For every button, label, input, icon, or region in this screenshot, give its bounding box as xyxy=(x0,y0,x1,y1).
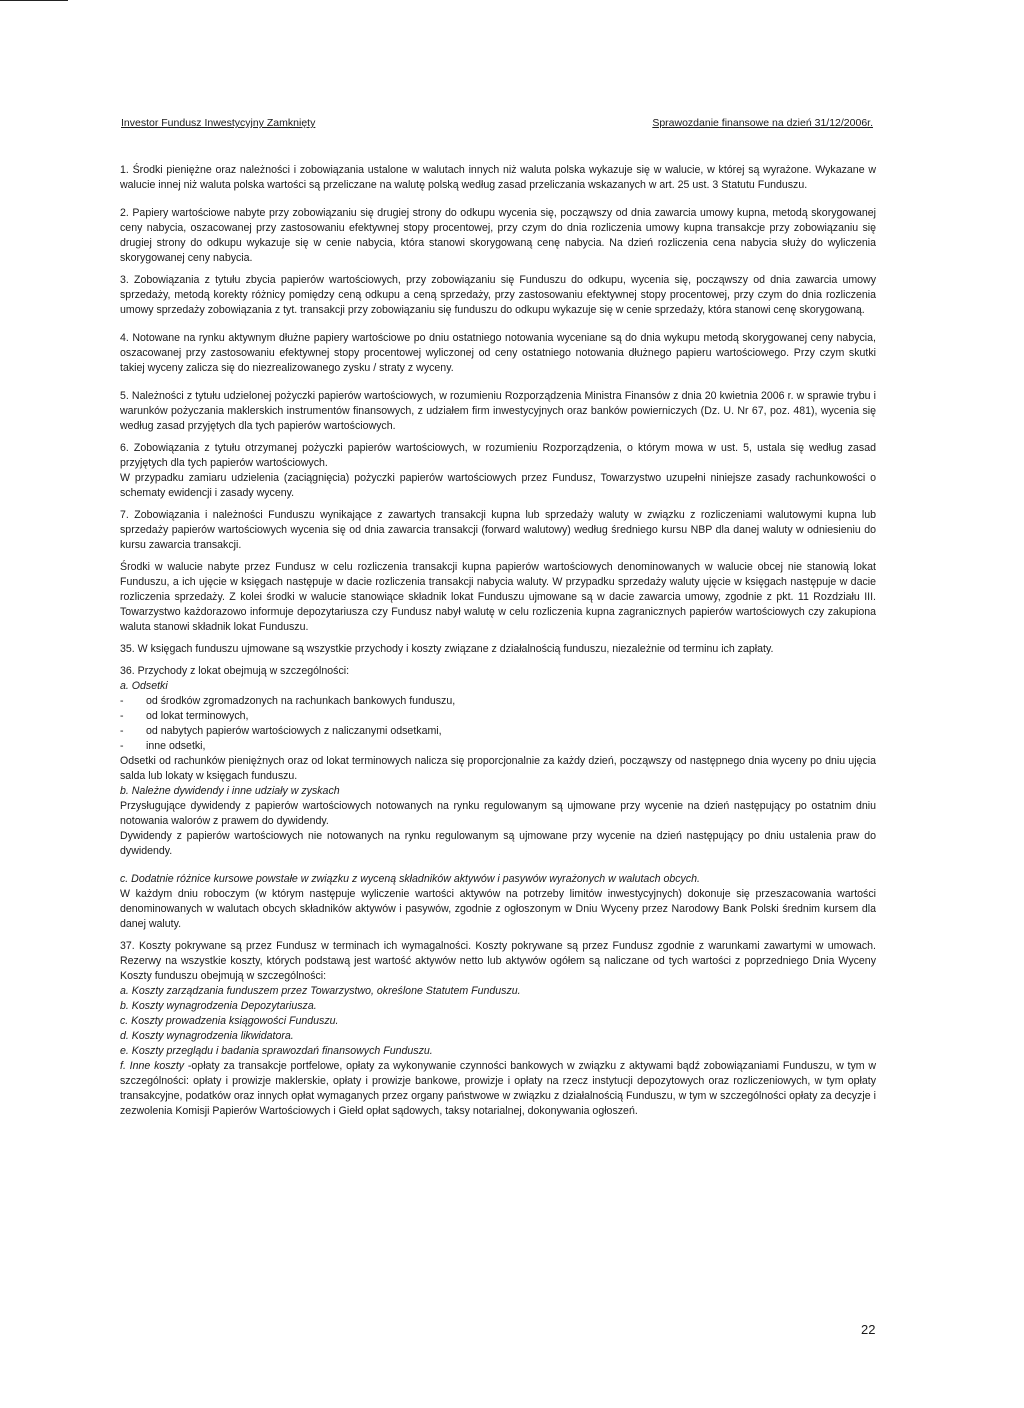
cost-item: c. Koszty prowadzenia ksiągowości Funduszu. xyxy=(120,1015,339,1027)
paragraph-1: 1. Środki pieniężne oraz należności i zobowiązania ustalone w walutach innych niż waluta polska wykazuje się w walucie, w której są wyrażone. Wykazane w walucie innej niż waluta polska wartości są przeliczane na walutę polską według zasad przeliczania wskazanych w art. 25 ust. 3 Statutu Funduszu. xyxy=(120,164,876,191)
interest-list xyxy=(120,694,876,754)
cost-item: e. Koszty przeglądu i badania sprawozdań finansowych Funduszu. xyxy=(120,1045,433,1057)
paragraph-35: 35. W księgach funduszu ujmowane są wszystkie przychody i koszty związane z działalnością funduszu, niezależnie od terminu ich zapłaty. xyxy=(120,643,774,655)
dividends-listed-text: Przysługujące dywidendy z papierów wartościowych notowanych na rynku regulowanym są ujmowane przy wycenie na dzień następujący po ostatnim dniu notowania walorów z prawem do dywidendy. xyxy=(120,800,876,827)
page-number: 22 xyxy=(861,1322,876,1337)
paragraph-7-currency: Środki w walucie nabyte przez Fundusz w celu rozliczenia transakcji kupna papierów wartościowych denominowanych w walucie obcej nie stanowią lokat Funduszu, a ich ujęcie w księgach następuje w dacie rozliczenia transakcji nabycia waluty. W przypadku sprzedaży waluty ujęcie w księgach następuje w dacie rozliczenia sprzedaży. Z kolei środki w walucie stanowiące składnik lokat Funduszu ujmowane są w dacie zawarcia umowy, zgodnie z pkt. 11 Rozdziału III. Towarzystwo każdorazowo informuje depozytariusza czy Fundusz nabył walutę w celu rozliczenia kupna zagranicznych papierów wartościowych czy zakupiona waluta stanowi składnik lokat Funduszu. xyxy=(120,561,876,633)
paragraph-6: 6. Zobowiązania z tytułu otrzymanej pożyczki papierów wartościowych, w rozumieniu Rozporządzenia, o którym mowa w ust. 5, ustala się według zasad przyjętych dla tych papierów wartościowych. xyxy=(120,442,876,469)
interest-description: Odsetki od rachunków pieniężnych oraz od lokat terminowych nalicza się proporcjonalnie za każdy dzień, począwszy od następnego dnia wyceny po dniu ujęcia salda lub lokaty w księgach funduszu. xyxy=(120,755,876,782)
cost-item: d. Koszty wynagrodzenia likwidatora. xyxy=(120,1030,294,1042)
document-body xyxy=(120,163,876,1126)
other-costs-label: f. Inne koszty xyxy=(120,1060,185,1072)
section-fx-heading: c. Dodatnie różnice kursowe powstałe w związku z wyceną składników aktywów i pasywów wyrażonych w walutach obcych. xyxy=(120,873,700,885)
header-fund-name: Investor Fundusz Inwestycyjny Zamknięty xyxy=(121,117,316,129)
paragraph-4: 4. Notowane na rynku aktywnym dłużne papiery wartościowe po dniu ostatniego notowania wyceniane są do dnia wykupu metodą skorygowanej ceny nabycia, oszacowanej przy zastosowaniu efektywnej stopy procentowej wyliczonej od ceny ostatniego notowania dłużnego papieru wartościowego. Przy czym skutki takiej wyceny zalicza się do niezrealizowanego zysku / straty z wyceny. xyxy=(120,332,876,374)
other-costs xyxy=(120,1059,876,1119)
section-odsetki-heading: a. Odsetki xyxy=(120,680,168,692)
dividends-unlisted-text: Dywidendy z papierów wartościowych nie notowanych na rynku regulowanym są ujmowane przy wycenie na dzień następujący po dniu ustalenia praw do dywidendy. xyxy=(120,830,876,857)
page-header xyxy=(121,117,873,131)
top-rule xyxy=(0,0,68,1)
list-item: - od lokat terminowych, xyxy=(120,709,876,724)
paragraph-6-note: W przypadku zamiaru udzielenia (zaciągnięcia) pożyczki papierów wartościowych przez Fundusz, Towarzystwo uzupełni niniejsze zasady rachunkowości o schematy ewidencji i zasady wyceny. xyxy=(120,472,876,499)
paragraph-37: 37. Koszty pokrywane są przez Fundusz w terminach ich wymagalności. Koszty pokrywane są przez Fundusz zgodnie z warunkami zawartymi w umowach. Rezerwy na wszystkie koszty, których podstawą jest wartość aktywów netto lub aktywów ogółem są naliczane od tych wartości z poprzedniego Dnia Wyceny Koszty funduszu obejmują w szczególności: xyxy=(120,940,876,982)
list-item: - od środków zgromadzonych na rachunkach bankowych funduszu, xyxy=(120,694,876,709)
cost-item: b. Koszty wynagrodzenia Depozytariusza. xyxy=(120,1000,317,1012)
paragraph-7: 7. Zobowiązania i należności Funduszu wynikające z zawartych transakcji kupna lub sprzedaży waluty w związku z rozliczeniami walutowymi kupna lub sprzedaży papierów wartościowych wycenia się od dnia zawarcia transakcji (forward walutowy) według średniego kursu NBP dla danej waluty w odniesieniu do kursu zawarcia transakcji. xyxy=(120,509,876,551)
cost-item: a. Koszty zarządzania funduszem przez Towarzystwo, określone Statutem Funduszu. xyxy=(120,985,521,997)
paragraph-3: 3. Zobowiązania z tytułu zbycia papierów wartościowych, przy zobowiązaniu się Funduszu do odkupu, wycenia się, począwszy od dnia zawarcia umowy sprzedaży, metodą korekty różnicy pomiędzy ceną odkupu a ceną sprzedaży, przy zastosowaniu efektywnej stopy procentowej, przy czym do dnia rozliczenia umowy sprzedaży zobowiązania z tyt. transakcji przy zobowiązaniu się funduszu do odkupu wykazuje się w cenie sprzedaży, która stanowi cenę skorygowaną. xyxy=(120,274,876,316)
list-item: - od nabytych papierów wartościowych z naliczanymi odsetkami, xyxy=(120,724,876,739)
header-report-title: Sprawozdanie finansowe na dzień 31/12/2006r. xyxy=(652,117,873,129)
fx-description: W każdym dniu roboczym (w którym następuje wyliczenie wartości aktywów na potrzeby limitów inwestycyjnych) dokonuje się przeszacowania wartości denominowanych w walutach obcych składników aktywów i pasywów, zgodnie z ogłoszonym w Dniu Wyceny przez Narodowy Bank Polski średnim kursem dla danej waluty. xyxy=(120,888,876,930)
paragraph-36: 36. Przychody z lokat obejmują w szczególności: xyxy=(120,665,350,677)
paragraph-5: 5. Należności z tytułu udzielonej pożyczki papierów wartościowych, w rozumieniu Rozporządzenia Ministra Finansów z dnia 20 kwietnia 2006 r. w sprawie trybu i warunków pożyczania maklerskich instrumentów finansowych, z udziałem firm inwestycyjnych oraz banków powierniczych (Dz. U. Nr 67, poz. 481), wycenia się według zasad przyjętych dla tych papierów wartościowych. xyxy=(120,390,876,432)
section-dividends-heading: b. Należne dywidendy i inne udziały w zyskach xyxy=(120,785,340,797)
other-costs-text: -opłaty za transakcje portfelowe, opłaty za wykonywanie czynności bankowych w związku z aktywami bądź zobowiązaniami Funduszu, w tym w szczególności: opłaty i prowizje maklerskie, opłaty i prowizje bankowe, prowizje i opłaty na rzecz instytucji depozytowych oraz rozliczeniowych, w tym opłaty transakcyjne, podatków oraz innych opłat wymaganych przez organy państwowe w związku z działalnością Funduszu, w tym w szczególności opłaty za decyzje i zezwolenia Komisji Papierów Wartościowych i Giełd opłat sądowych, taksy notarialnej, dokonywania ogłoszeń. xyxy=(120,1060,877,1117)
paragraph-2: 2. Papiery wartościowe nabyte przy zobowiązaniu się drugiej strony do odkupu wycenia się, począwszy od dnia zawarcia umowy kupna, metodą skorygowanej ceny nabycia, oszacowanej przy zastosowaniu efektywnej stopy procentowej, przy czym do dnia rozliczenia umowy kupna transakcje przy zobowiązaniu się drugiej strony do odkupu wykazuje się w cenie nabycia, która stanowi skorygowaną cenę nabycia. Na dzień rozliczenia cena nabycia służy do wyliczenia skorygowanej ceny nabycia. xyxy=(120,207,876,264)
list-item: - inne odsetki, xyxy=(120,739,876,754)
